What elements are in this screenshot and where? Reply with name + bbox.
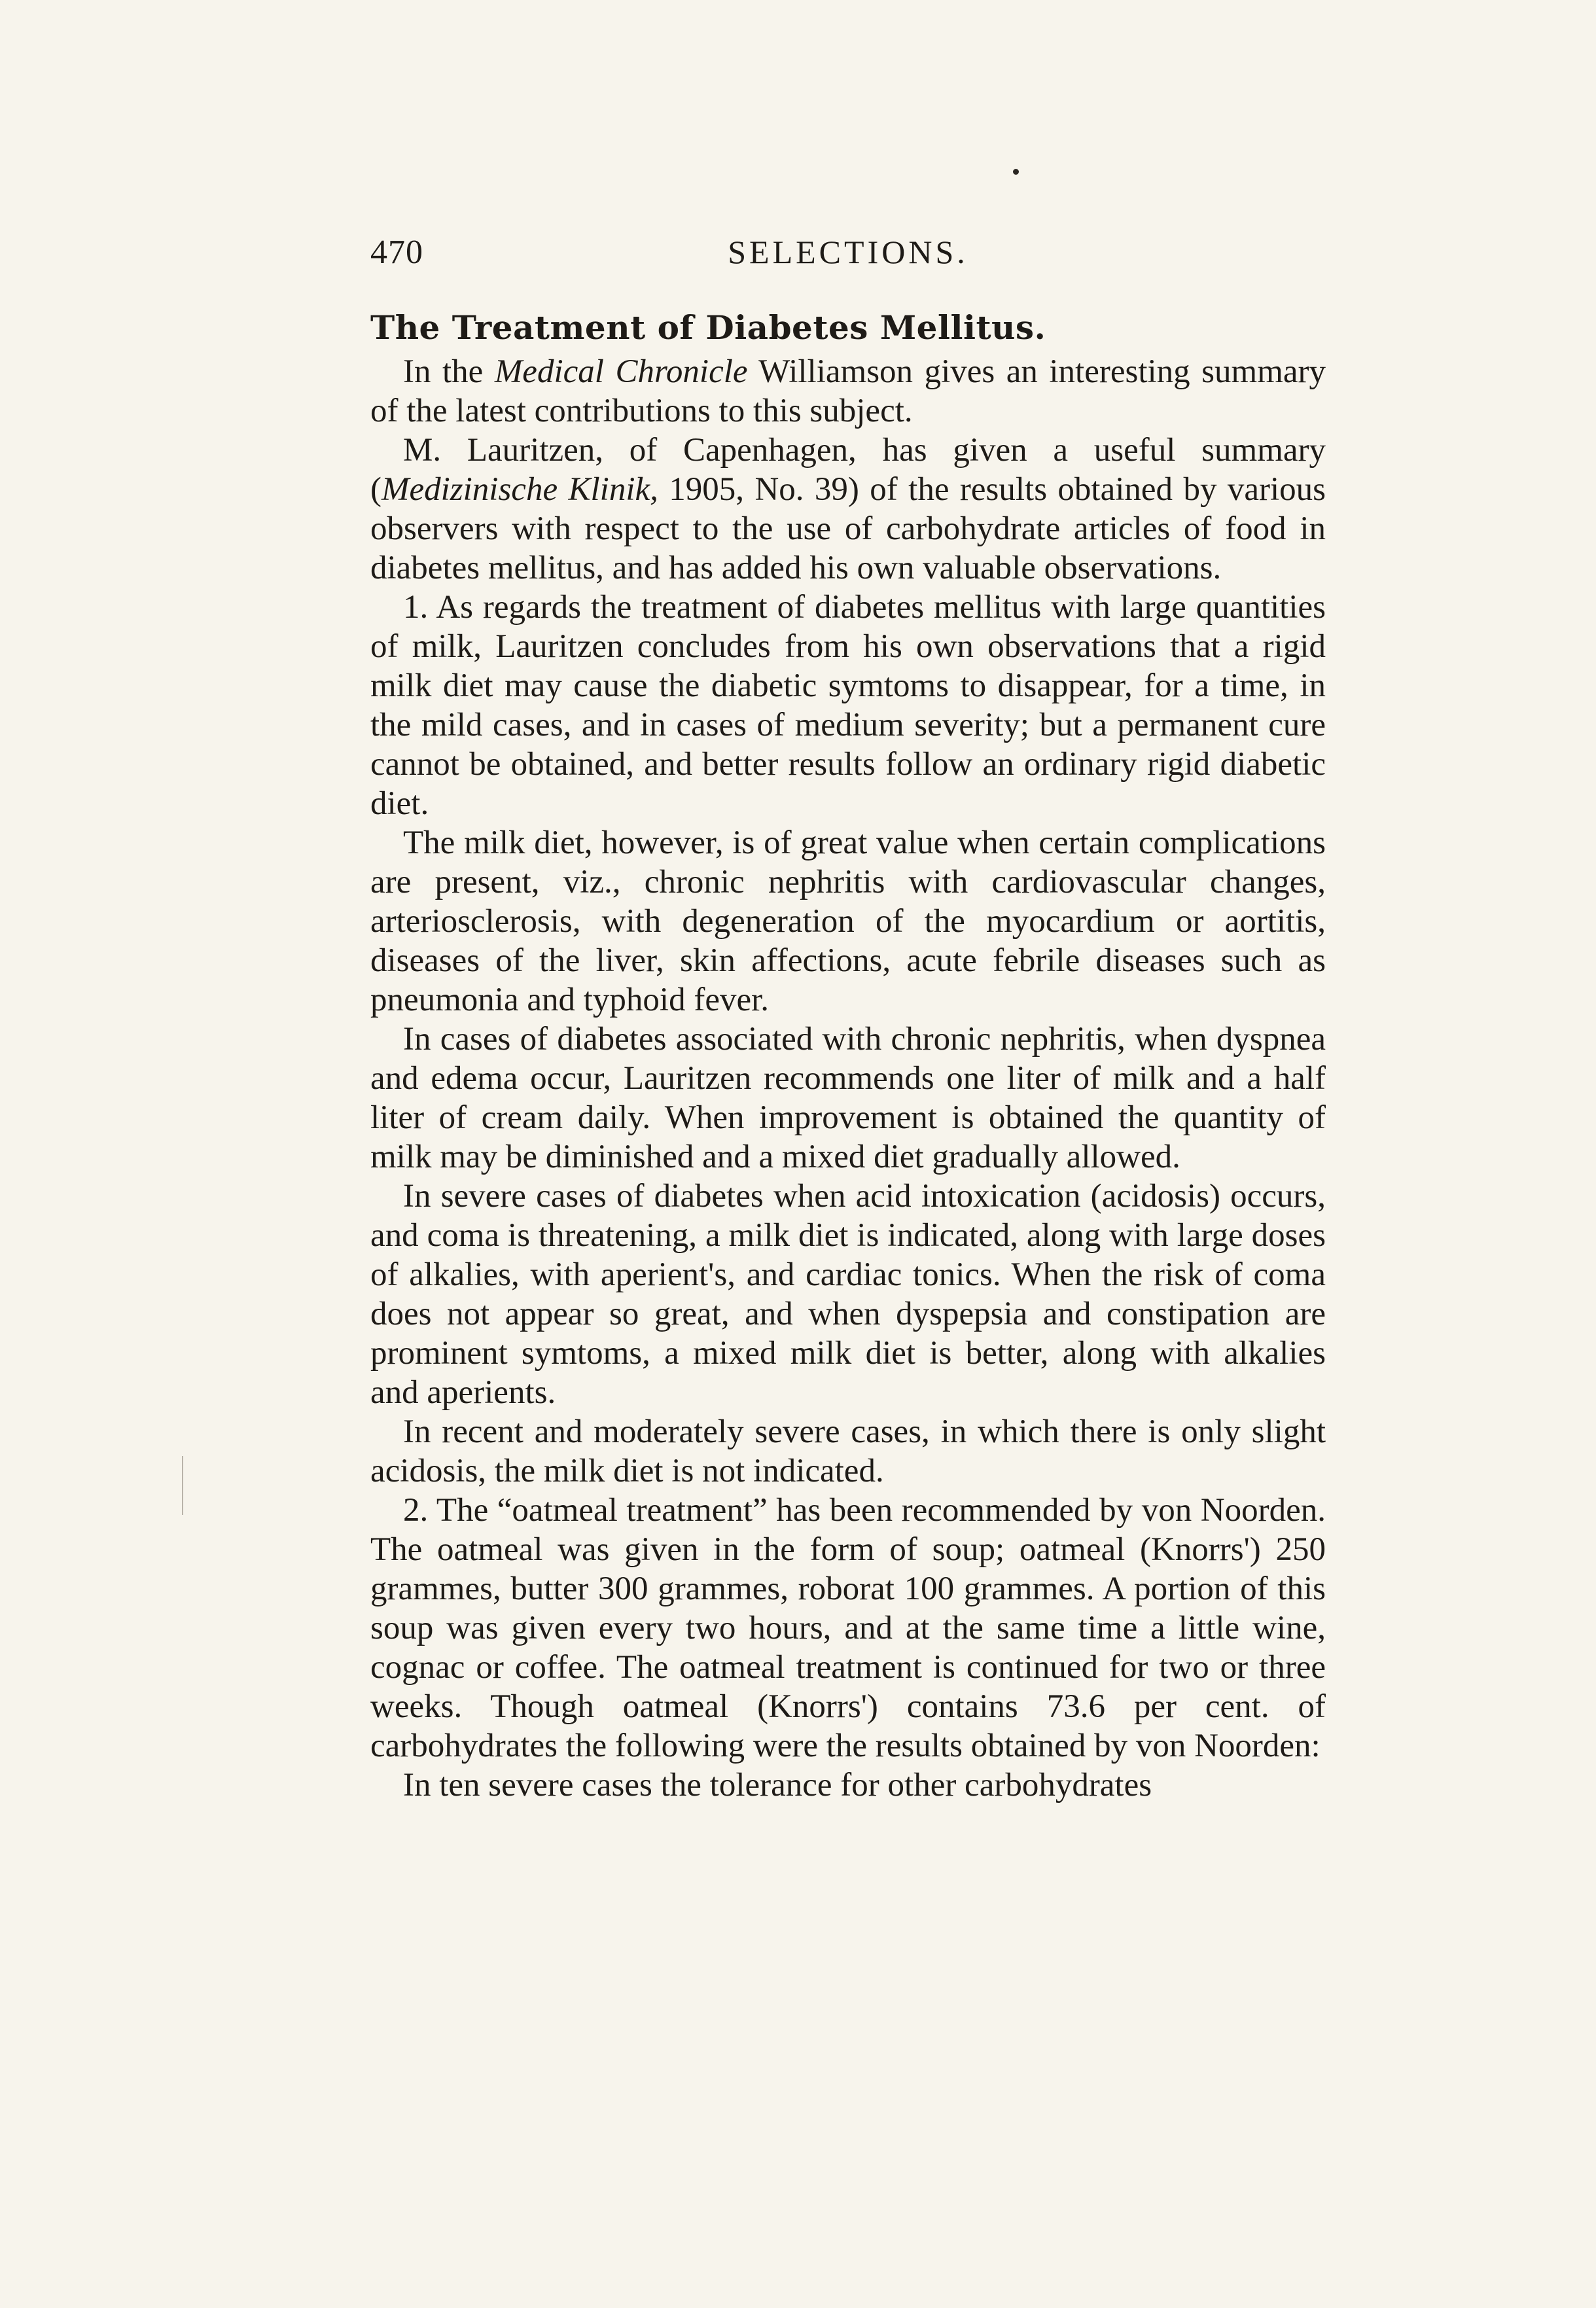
paragraph [370, 823, 1326, 1020]
paragraph [370, 1020, 1326, 1177]
text-run: 1905, No. 39) of the results obtained by various observers with respect to the use of carbohydrate articles of food in diabetes mellitus, and has added his own valuable observations. [370, 471, 1326, 586]
running-title: SELECTIONS. [728, 234, 968, 270]
text-run: M. Lauritzen, of Capenhagen, has given a useful summary ( [370, 432, 1326, 508]
margin-mark [182, 1456, 183, 1515]
text-run: In recent and moderately severe cases, in which there is only slight acidosis, the milk diet is not indicated. [370, 1413, 1326, 1489]
italic-run: Medical Chronicle [494, 353, 748, 390]
article-body [370, 306, 1326, 1805]
text-run: 1. As regards the treatment of diabetes mellitus with large quantities of milk, Lauritzen concludes from his own observations that a rigid milk diet may cause the diabetic symtoms to disappear, for a time, in the mild cases, and in cases of medium severity; but a permanent cure cannot be obtained, and better results follow an ordinary rigid diabetic diet. [370, 589, 1326, 822]
running-head [370, 233, 1326, 275]
article-title: The Treatment of Diabetes Mellitus. [370, 308, 1046, 347]
paragraph [370, 1766, 1326, 1805]
text-run: In cases of diabetes associated with chronic nephritis, when dyspnea and edema occur, Lauritzen recommends one liter of milk and a half liter of cream daily. When improvement is obtained the quantity of milk may be diminished and a mixed diet gradually allowed. [370, 1021, 1326, 1175]
text-run: 2. The “oatmeal treatment” has been recommended by von Noorden. The oatmeal was given in the form of soup; oatmeal (Knorrs') 250 grammes, butter 300 grammes, roborat 100 grammes. A portion of this soup was given every two hours, and at the same time a little wine, cognac or coffee. The oatmeal treatment is continued for two or three weeks. Though oatmeal (Knorrs') contains 73.6 per cent. of carbohydrates the following were the results obtained by von Noorden: [370, 1492, 1326, 1764]
italic-run: Medizinische Klinik, [381, 471, 658, 508]
paragraph [370, 1412, 1326, 1491]
text-run: In ten severe cases the tolerance for other carbohydrates [403, 1767, 1152, 1803]
text-run: In severe cases of diabetes when acid intoxication (acidosis) occurs, and coma is threatening, a milk diet is indicated, along with large doses of alkalies, with aperient's, and cardiac tonics. When the risk of coma does not appear so great, and when dyspepsia and constipation are prominent symtoms, a mixed milk diet is better, along with alkalies and aperients. [370, 1178, 1326, 1411]
text-run: Williamson gives an interesting summary of the latest contributions to this subject. [370, 353, 1326, 429]
paragraph [370, 352, 1326, 431]
text-run: The milk diet, however, is of great value when certain complications are present, viz., chronic nephritis with cardiovascular changes, arteriosclerosis, with degeneration of the myocardium or aortitis, diseases of the liver, skin affections, acute febrile diseases such as pneumonia and typhoid fever. [370, 825, 1326, 1018]
paragraph [370, 431, 1326, 588]
text-run: In the [403, 353, 495, 390]
paragraph [370, 588, 1326, 823]
page-number: 470 [370, 234, 423, 271]
paragraph [370, 1491, 1326, 1766]
paragraph [370, 1177, 1326, 1412]
ink-speck [1013, 169, 1019, 175]
